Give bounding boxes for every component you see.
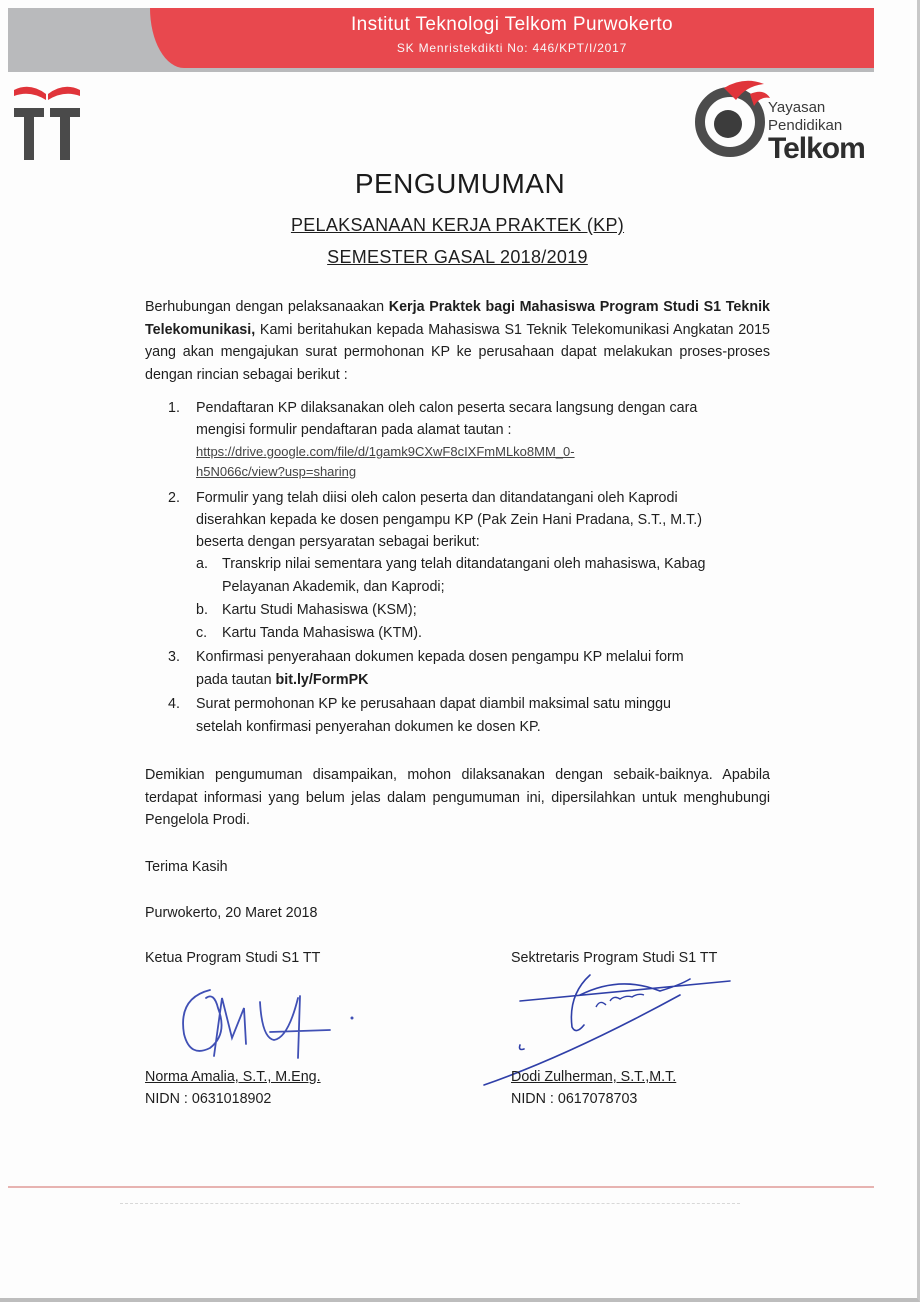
item-2-line-3: beserta dengan persyaratan sebagai berikut: (196, 534, 480, 550)
document-subtitle-1: PELAKSANAAN KERJA PRAKTEK (KP) (290, 215, 625, 235)
item-3-number: 3. (168, 649, 180, 665)
closing-paragraph: Demikian pengumuman disampaikan, mohon dilaksanakan dengan sebaik-baiknya. Apabila terdapat informasi yang belum jelas dalam pengumuman ini, dipersilahkan untuk menghubungi Pengelola Prodi. (145, 767, 770, 829)
intro-bold-text: Kerja Praktek bagi Mahasiswa Program Studi S1 Teknik Telekomunikasi, (145, 299, 770, 338)
thanks-text: Terima Kasih (145, 859, 228, 875)
sub-a-letter: a. (196, 556, 208, 572)
item-4-line-1: Surat permohonan KP ke perusahaan dapat diambil maksimal satu minggu (196, 696, 671, 712)
item-2-line-1: Formulir yang telah diisi oleh calon peserta dan ditandatangani oleh Kaprodi (196, 490, 678, 506)
intro-text-1: Berhubungan dengan pelaksanaakan (145, 299, 389, 315)
item-1-number: 1. (168, 400, 180, 416)
item-1-line-1: Pendaftaran KP dilaksanakan oleh calon peserta secara langsung dengan cara (196, 400, 698, 416)
left-signatory-nidn: NIDN : 0631018902 (145, 1091, 272, 1107)
ittp-logo-icon (12, 82, 82, 164)
sub-c-line-1: Kartu Tanda Mahasiswa (KTM). (222, 625, 422, 641)
form-link[interactable]: bit.ly/FormPK (275, 672, 369, 688)
item-1-line-2: mengisi formulir pendaftaran pada alamat tautan : (196, 422, 512, 438)
place-date: Purwokerto, 20 Maret 2018 (145, 905, 318, 921)
right-signatory-nidn: NIDN : 0617078703 (511, 1091, 638, 1107)
right-signatory-name: Dodi Zulherman, S.T.,M.T. (511, 1069, 677, 1085)
item-3-line-2-text: pada tautan (196, 672, 276, 688)
logo-text-telkom: Telkom (768, 132, 865, 165)
right-signatory-role: Sektretaris Program Studi S1 TT (511, 950, 718, 966)
sub-b-letter: b. (196, 602, 208, 618)
intro-paragraph (145, 296, 770, 386)
item-2-line-2: diserahkan kepada ke dosen pengampu KP (Pak Zein Hani Pradana, S.T., M.T.) (196, 512, 702, 528)
item-4-number: 4. (168, 696, 180, 712)
document-subtitle-2: SEMESTER GASAL 2018/2019 (327, 247, 588, 267)
logo-text-pendidikan: Pendidikan (768, 117, 843, 134)
registration-link-line-1[interactable]: https://drive.google.com/file/d/1gamk9CXwF8cIXFmMLko8MM_0- (196, 444, 575, 459)
registration-link-line-2[interactable]: h5N066c/view?usp=sharing (196, 464, 357, 479)
sub-b-line-1: Kartu Studi Mahasiswa (KSM); (222, 602, 417, 618)
logo-text-yayasan: Yayasan (768, 99, 826, 116)
institution-name: Institut Teknologi Telkom Purwokerto (350, 14, 674, 35)
item-3-line-1: Konfirmasi penyerahaan dokumen kepada dosen pengampu KP melalui form (196, 649, 684, 665)
sub-c-letter: c. (196, 625, 208, 641)
left-signature-icon (170, 978, 360, 1078)
left-signatory-name: Norma Amalia, S.T., M.Eng. (145, 1069, 321, 1085)
intro-text-2: Kami beritahukan kepada Mahasiswa S1 Teknik Telekomunikasi Angkatan 2015 yang akan mengajukan surat permohonan KP ke perusahaan dapat melakukan proses-proses dengan rincian sebagai berikut : (145, 321, 770, 383)
sub-a-line-2: Pelayanan Akademik, dan Kaprodi; (222, 579, 445, 595)
left-signatory-role: Ketua Program Studi S1 TT (145, 950, 321, 966)
sub-a-line-1: Transkrip nilai sementara yang telah ditandatangani oleh mahasiswa, Kabag (222, 556, 706, 572)
footer-divider (8, 1186, 874, 1188)
document-title: PENGUMUMAN (354, 168, 566, 199)
decree-number: SK Menristekdikti No: 446/KPT/I/2017 (396, 41, 628, 55)
item-2-number: 2. (168, 490, 180, 506)
item-4-line-2: setelah konfirmasi penyerahan dokumen ke dosen KP. (196, 719, 541, 735)
item-3-line-2 (196, 669, 368, 692)
footer-faint-line (120, 1203, 740, 1206)
